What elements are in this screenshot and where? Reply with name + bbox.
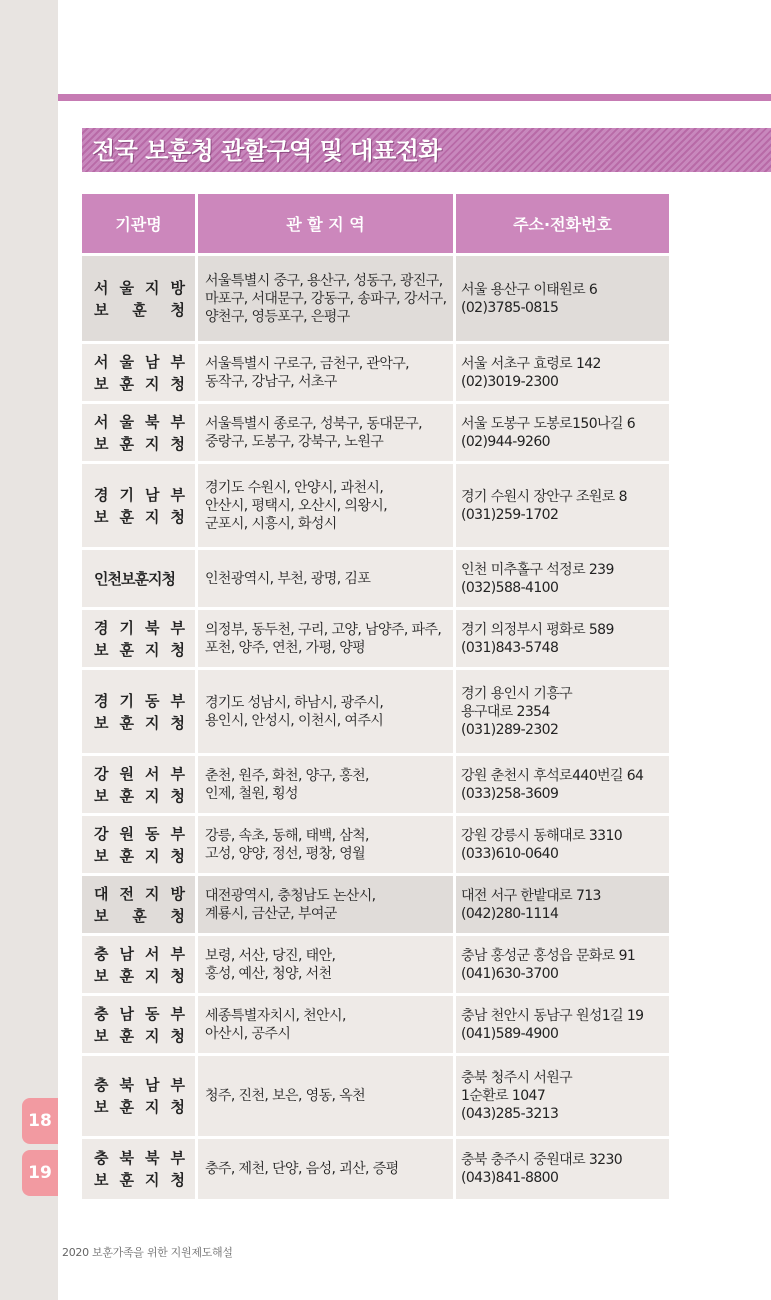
office-name-cell	[82, 996, 198, 1053]
office-name-line: 보 훈 청	[94, 906, 185, 925]
address-line: 경기 수원시 장안구 조원로 8	[461, 488, 627, 505]
office-name-line: 보 훈 지 청	[94, 966, 185, 985]
address-line: 서울 도봉구 도봉로150나길 6	[461, 415, 636, 432]
jurisdiction-cell	[198, 670, 456, 753]
office-table	[82, 194, 669, 1202]
page-number-left: 18	[22, 1098, 58, 1144]
table-row	[82, 404, 669, 461]
office-name-line: 서 울 남 부	[94, 352, 185, 371]
contact-cell	[456, 816, 669, 873]
contact-cell	[456, 256, 669, 341]
page-title: 전국 보훈청 관할구역 및 대표전화	[92, 137, 441, 165]
phone-number: (043)841-8800	[461, 1170, 559, 1186]
table-header	[82, 194, 669, 253]
jurisdiction-line: 고성, 양양, 정선, 평창, 영월	[205, 845, 366, 862]
phone-number: (041)589-4900	[461, 1025, 559, 1042]
office-name-cell	[82, 464, 198, 547]
office-name-line: 보 훈 지 청	[94, 374, 185, 393]
office-name-line: 보 훈 지 청	[94, 1098, 185, 1116]
jurisdiction-cell	[198, 464, 456, 547]
office-name-cell	[82, 756, 198, 813]
office-name-cell	[82, 404, 198, 461]
office-name-cell	[82, 816, 198, 873]
office-name-line: 보 훈 지 청	[94, 846, 185, 865]
jurisdiction-line: 마포구, 서대문구, 강동구, 송파구, 강서구,	[205, 290, 447, 307]
contact-cell	[456, 670, 669, 753]
jurisdiction-cell	[198, 256, 456, 341]
office-name-cell	[82, 1139, 198, 1199]
page-number-right: 19	[22, 1150, 58, 1196]
contact-cell	[456, 876, 669, 933]
jurisdiction-line: 서울특별시 중구, 용산구, 성동구, 광진구,	[205, 272, 443, 289]
address-line: 1순환로 1047	[461, 1088, 546, 1104]
header-area: 관 할 지 역	[198, 194, 456, 253]
jurisdiction-line: 강릉, 속초, 동해, 태백, 삼척,	[205, 827, 369, 844]
jurisdiction-cell	[198, 756, 456, 813]
table-row	[82, 464, 669, 547]
jurisdiction-line: 춘천, 원주, 화천, 양구, 홍천,	[205, 767, 369, 784]
jurisdiction-line: 양천구, 영등포구, 은평구	[205, 308, 350, 325]
office-name-cell	[82, 1056, 198, 1136]
office-name-line: 보 훈 지 청	[94, 786, 185, 805]
office-name-line: 보 훈 지 청	[94, 507, 185, 526]
top-accent-bar	[58, 94, 771, 101]
jurisdiction-line: 아산시, 공주시	[205, 1025, 291, 1042]
jurisdiction-line: 중랑구, 도봉구, 강북구, 노원구	[205, 433, 384, 450]
contact-cell	[456, 756, 669, 813]
jurisdiction-cell	[198, 610, 456, 667]
phone-number: (041)630-3700	[461, 965, 559, 982]
address-line: 충남 홍성군 홍성읍 문화로 91	[461, 947, 636, 964]
office-name-line: 보 훈 청	[94, 300, 185, 319]
address-line: 충북 충주시 중원대로 3230	[461, 1152, 623, 1168]
office-name-line: 충 남 서 부	[94, 944, 185, 963]
address-line: 경기 의정부시 평화로 589	[461, 621, 614, 638]
contact-cell	[456, 404, 669, 461]
contact-cell	[456, 550, 669, 607]
address-line: 용구대로 2354	[461, 703, 550, 720]
jurisdiction-line: 청주, 진천, 보은, 영동, 옥천	[205, 1088, 366, 1104]
jurisdiction-cell	[198, 344, 456, 401]
table-row	[82, 610, 669, 667]
office-name-line: 충 남 동 부	[94, 1004, 185, 1023]
phone-number: (042)280-1114	[461, 905, 559, 922]
contact-cell	[456, 344, 669, 401]
jurisdiction-line: 인천광역시, 부천, 광명, 김포	[205, 570, 371, 587]
table-row	[82, 756, 669, 813]
office-name-line: 대 전 지 방	[94, 884, 185, 903]
jurisdiction-cell	[198, 1139, 456, 1199]
office-name-line: 강 원 서 부	[94, 764, 185, 783]
jurisdiction-line: 보령, 서산, 당진, 태안,	[205, 947, 336, 964]
phone-number: (02)3019-2300	[461, 373, 559, 390]
jurisdiction-cell	[198, 996, 456, 1053]
contact-cell	[456, 1139, 669, 1199]
contact-cell	[456, 936, 669, 993]
jurisdiction-line: 포천, 양주, 연천, 가평, 양평	[205, 639, 366, 656]
office-name-cell	[82, 610, 198, 667]
jurisdiction-line: 계룡시, 금산군, 부여군	[205, 905, 337, 922]
office-name-line: 충 북 남 부	[94, 1076, 185, 1094]
table-row	[82, 550, 669, 607]
office-name-line: 인천보훈지청	[94, 569, 175, 588]
table-row	[82, 996, 669, 1053]
jurisdiction-cell	[198, 404, 456, 461]
office-name-line: 경 기 남 부	[94, 485, 185, 504]
office-name-cell	[82, 876, 198, 933]
phone-number: (031)843-5748	[461, 639, 559, 656]
jurisdiction-line: 홍성, 예산, 청양, 서천	[205, 965, 332, 982]
jurisdiction-line: 경기도 수원시, 안양시, 과천시,	[205, 479, 384, 496]
jurisdiction-line: 의정부, 동두천, 구리, 고양, 남양주, 파주,	[205, 621, 442, 638]
table-row	[82, 256, 669, 341]
jurisdiction-line: 군포시, 시흥시, 화성시	[205, 515, 337, 532]
office-name-cell	[82, 344, 198, 401]
jurisdiction-line: 경기도 성남시, 하남시, 광주시,	[205, 694, 384, 711]
phone-number: (033)610-0640	[461, 845, 559, 862]
contact-cell	[456, 610, 669, 667]
office-name-line: 경 기 북 부	[94, 618, 185, 637]
jurisdiction-cell	[198, 816, 456, 873]
address-line: 강원 강릉시 동해대로 3310	[461, 827, 623, 844]
office-name-line: 서 울 지 방	[94, 278, 185, 297]
phone-number: (032)588-4100	[461, 579, 559, 596]
address-line: 충북 청주시 서원구	[461, 1070, 573, 1086]
office-name-line: 보 훈 지 청	[94, 713, 185, 732]
address-line: 강원 춘천시 후석로440번길 64	[461, 767, 644, 784]
address-line: 대전 서구 한밭대로 713	[461, 887, 601, 904]
table-row	[82, 1056, 669, 1136]
address-line: 경기 용인시 기흥구	[461, 685, 573, 702]
table-row	[82, 670, 669, 753]
jurisdiction-line: 동작구, 강남구, 서초구	[205, 373, 337, 390]
contact-cell	[456, 1056, 669, 1136]
jurisdiction-cell	[198, 550, 456, 607]
office-name-line: 보 훈 지 청	[94, 1026, 185, 1045]
phone-number: (043)285-3213	[461, 1106, 559, 1122]
office-name-line: 보 훈 지 청	[94, 1171, 185, 1189]
jurisdiction-cell	[198, 876, 456, 933]
jurisdiction-line: 충주, 제천, 단양, 음성, 괴산, 증평	[205, 1161, 399, 1177]
phone-number: (031)259-1702	[461, 506, 559, 523]
office-name-line: 경 기 동 부	[94, 691, 185, 710]
address-line: 서울 서초구 효령로 142	[461, 355, 601, 372]
contact-cell	[456, 464, 669, 547]
office-name-cell	[82, 670, 198, 753]
phone-number: (02)944-9260	[461, 433, 550, 450]
jurisdiction-line: 세종특별자치시, 천안시,	[205, 1007, 346, 1024]
phone-number: (02)3785-0815	[461, 299, 559, 316]
jurisdiction-line: 서울특별시 종로구, 성북구, 동대문구,	[205, 415, 422, 432]
table-row	[82, 816, 669, 873]
jurisdiction-cell	[198, 1056, 456, 1136]
footer-text: 2020 보훈가족을 위한 지원제도해설	[62, 1246, 233, 1259]
jurisdiction-cell	[198, 936, 456, 993]
jurisdiction-line: 대전광역시, 충청남도 논산시,	[205, 887, 376, 904]
office-name-line: 충 북 북 부	[94, 1149, 185, 1167]
contact-cell	[456, 996, 669, 1053]
table-row	[82, 936, 669, 993]
jurisdiction-line: 서울특별시 구로구, 금천구, 관악구,	[205, 355, 410, 372]
jurisdiction-line: 인제, 철원, 횡성	[205, 785, 298, 802]
address-line: 인천 미추홀구 석정로 239	[461, 561, 614, 578]
table-row	[82, 876, 669, 933]
jurisdiction-line: 안산시, 평택시, 오산시, 의왕시,	[205, 497, 388, 514]
jurisdiction-line: 용인시, 안성시, 이천시, 여주시	[205, 712, 384, 729]
header-contact: 주소·전화번호	[456, 194, 669, 253]
office-name-cell	[82, 550, 198, 607]
office-name-line: 보 훈 지 청	[94, 640, 185, 659]
phone-number: (031)289-2302	[461, 721, 559, 738]
table-row	[82, 344, 669, 401]
address-line: 충남 천안시 동남구 원성1길 19	[461, 1007, 644, 1024]
office-name-line: 강 원 동 부	[94, 824, 185, 843]
header-office: 기관명	[82, 194, 198, 253]
office-name-line: 서 울 북 부	[94, 412, 185, 431]
table-body	[82, 256, 669, 1199]
office-name-line: 보 훈 지 청	[94, 434, 185, 453]
office-name-cell	[82, 256, 198, 341]
phone-number: (033)258-3609	[461, 785, 559, 802]
address-line: 서울 용산구 이태원로 6	[461, 281, 598, 298]
office-name-cell	[82, 936, 198, 993]
table-row	[82, 1139, 669, 1199]
